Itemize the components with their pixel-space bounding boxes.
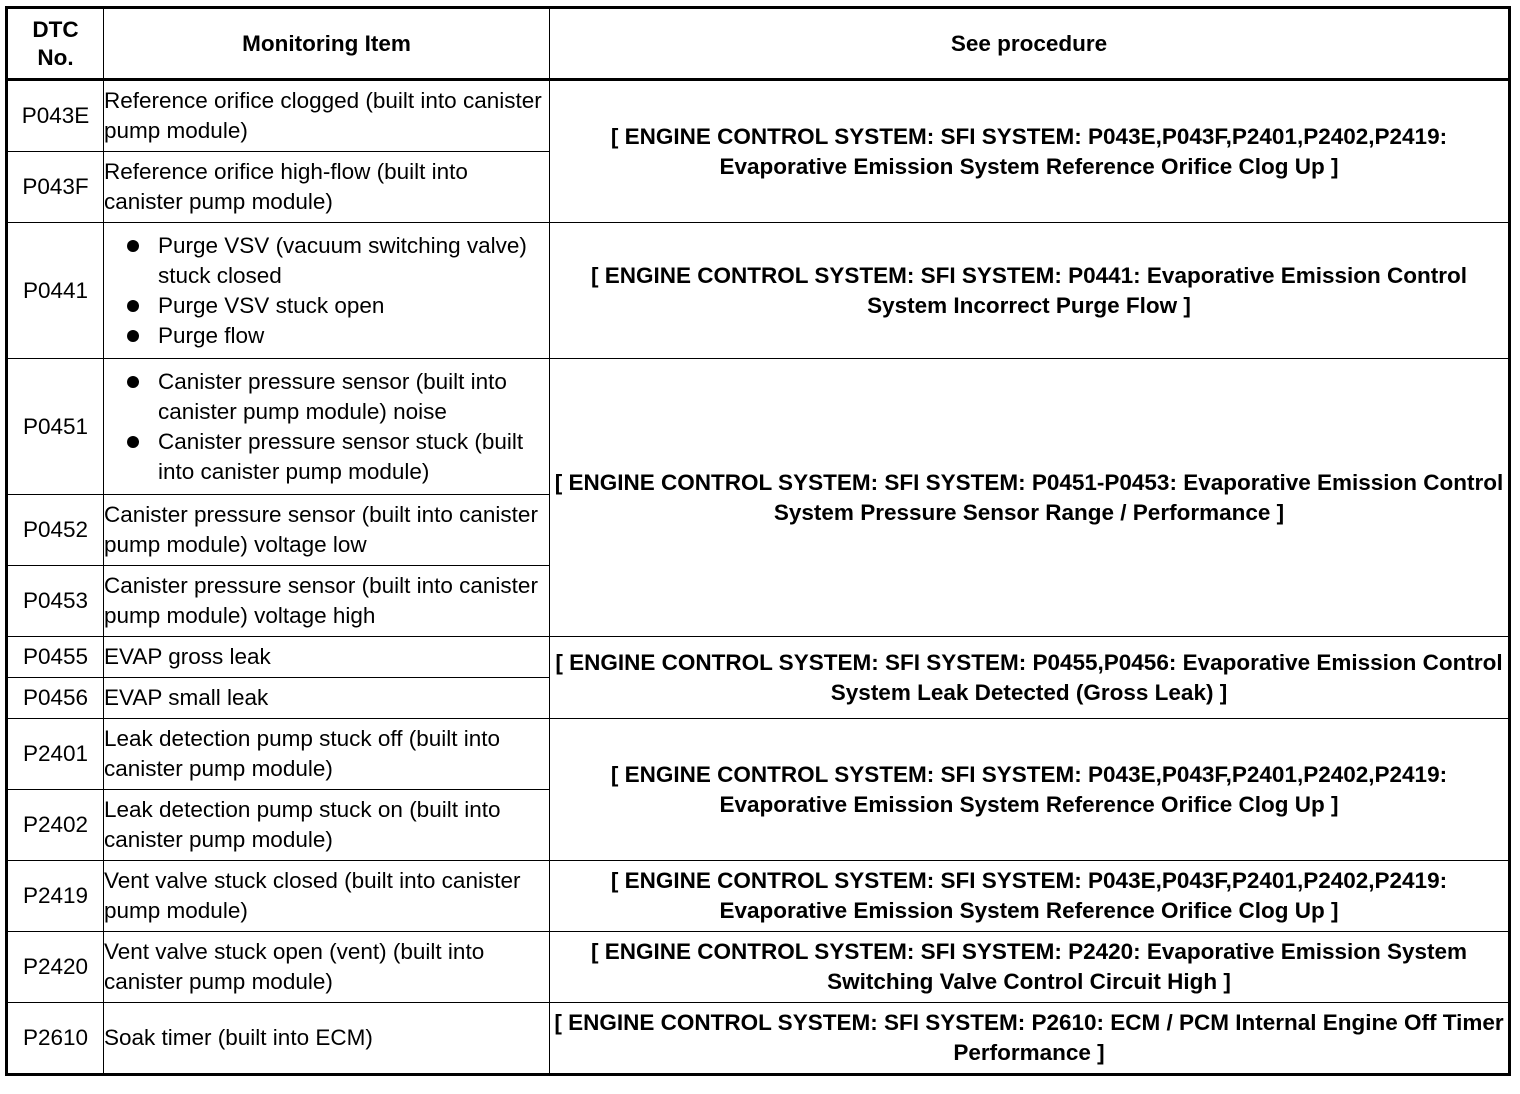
procedure-link[interactable]: [ ENGINE CONTROL SYSTEM: SFI SYSTEM: P2420: Evaporative Emission System Switching Valve Control Circuit High ] [550,932,1510,1003]
dtc-code: P2419 [7,861,104,932]
header-monitoring-item: Monitoring Item [104,8,550,80]
procedure-link[interactable]: [ ENGINE CONTROL SYSTEM: SFI SYSTEM: P043E,P043F,P2401,P2402,P2419: Evaporative Emission System Reference Orifice Clog Up ] [550,861,1510,932]
header-dtc-no: DTC No. [7,8,104,80]
dtc-code: P2402 [7,790,104,861]
monitoring-item: Leak detection pump stuck on (built into canister pump module) [104,790,550,861]
bullet-list [104,367,549,487]
procedure-link[interactable]: [ ENGINE CONTROL SYSTEM: SFI SYSTEM: P043E,P043F,P2401,P2402,P2419: Evaporative Emission System Reference Orifice Clog Up ] [550,719,1510,861]
monitoring-item: Canister pressure sensor (built into canister pump module) voltage low [104,495,550,566]
procedure-link[interactable]: [ ENGINE CONTROL SYSTEM: SFI SYSTEM: P0441: Evaporative Emission Control System Incorrect Purge Flow ] [550,223,1510,359]
dtc-code: P2610 [7,1003,104,1075]
dtc-code: P2401 [7,719,104,790]
list-item: Canister pressure sensor (built into canister pump module) noise [127,367,549,427]
monitoring-item: EVAP small leak [104,678,550,719]
monitoring-item: EVAP gross leak [104,637,550,678]
monitoring-item: Reference orifice high-flow (built into canister pump module) [104,152,550,223]
dtc-code: P0453 [7,566,104,637]
procedure-link[interactable]: [ ENGINE CONTROL SYSTEM: SFI SYSTEM: P0451-P0453: Evaporative Emission Control System Pressure Sensor Range / Performance ] [550,359,1510,637]
dtc-code: P0455 [7,637,104,678]
list-item: Purge VSV stuck open [127,291,549,321]
dtc-code: P0456 [7,678,104,719]
table-row [7,719,1510,790]
header-row [7,8,1510,80]
table-row [7,80,1510,152]
bullet-list [104,231,549,351]
table-row [7,1003,1510,1075]
monitoring-item: Vent valve stuck closed (built into canister pump module) [104,861,550,932]
table-row [7,932,1510,1003]
dtc-code: P043E [7,80,104,152]
dtc-code: P0441 [7,223,104,359]
dtc-code: P2420 [7,932,104,1003]
monitoring-item: Canister pressure sensor (built into canister pump module) voltage high [104,566,550,637]
list-item: Canister pressure sensor stuck (built into canister pump module) [127,427,549,487]
dtc-code: P0452 [7,495,104,566]
monitoring-item: Reference orifice clogged (built into canister pump module) [104,80,550,152]
list-item: Purge VSV (vacuum switching valve) stuck closed [127,231,549,291]
monitoring-item [104,223,550,359]
header-see-procedure: See procedure [550,8,1510,80]
monitoring-item [104,359,550,495]
table-row [7,223,1510,359]
monitoring-item: Soak timer (built into ECM) [104,1003,550,1075]
table-row [7,861,1510,932]
table-row [7,359,1510,495]
monitoring-item: Leak detection pump stuck off (built into canister pump module) [104,719,550,790]
list-item: Purge flow [127,321,549,351]
dtc-code: P0451 [7,359,104,495]
procedure-link[interactable]: [ ENGINE CONTROL SYSTEM: SFI SYSTEM: P0455,P0456: Evaporative Emission Control System Leak Detected (Gross Leak) ] [550,637,1510,719]
table-row [7,637,1510,678]
dtc-code: P043F [7,152,104,223]
procedure-link[interactable]: [ ENGINE CONTROL SYSTEM: SFI SYSTEM: P043E,P043F,P2401,P2402,P2419: Evaporative Emission System Reference Orifice Clog Up ] [550,80,1510,223]
dtc-table [5,6,1511,1076]
procedure-link[interactable]: [ ENGINE CONTROL SYSTEM: SFI SYSTEM: P2610: ECM / PCM Internal Engine Off Timer Performance ] [550,1003,1510,1075]
monitoring-item: Vent valve stuck open (vent) (built into canister pump module) [104,932,550,1003]
